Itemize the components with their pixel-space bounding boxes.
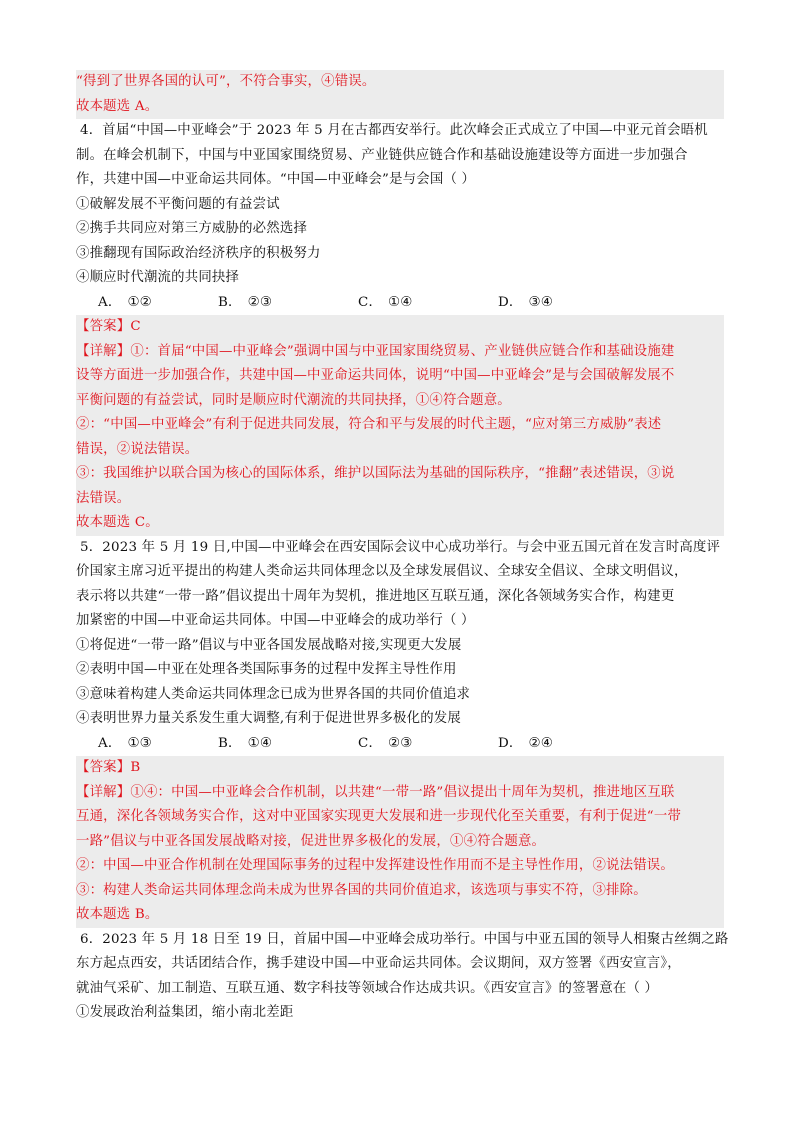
answer-value: B xyxy=(130,760,141,775)
question-6 xyxy=(76,928,729,1026)
option-d: D． ②④ xyxy=(498,735,553,751)
detail-line: ②：“中国—中亚峰会”有利于促进共同发展，符合和平与发展的时代主题，“应对第三方威胁”表述 xyxy=(76,417,662,432)
detail-line: 【详解】①④：中国—中亚峰会合作机制，以共建“一带一路”倡议提出十周年为契机，推进地区互联 xyxy=(76,784,675,800)
statement-item: ①破解发展不平衡问题的有益尝试 xyxy=(76,196,280,212)
detail-label: 【详解】 xyxy=(76,784,131,800)
answer-label: 【答案】 xyxy=(76,760,131,775)
option-b: B． ②③ xyxy=(218,294,273,310)
statement-item: ②携手共同应对第三方威胁的必然选择 xyxy=(76,221,308,236)
question-stem-line: 制。在峰会机制下，中国与中亚国家围绕贸易、产业链供应链合作和基础设施建设等方面进一步加强合 xyxy=(76,147,688,163)
document-page xyxy=(76,70,729,1026)
option-a: A． ①③ xyxy=(98,735,152,751)
question-stem-line: 6．2023 年 5 月 18 日至 19 日，首届中国—中亚峰会成功举行。中国与中亚五国的领导人相聚古丝绸之路 xyxy=(80,931,729,947)
question-stem-line: 作，共建中国—中亚命运共同体。“中国—中亚峰会”是与会国（ ） xyxy=(76,172,476,187)
statement-item: ④表明世界力量关系发生重大调整,有利于促进世界多极化的发展 xyxy=(76,711,461,726)
option-c: C． ②③ xyxy=(358,735,413,751)
detail-line: ②：中国—中亚合作机制在处理国际事务的过程中发挥建设性作用而不是主导性作用，②说法错误。 xyxy=(76,858,674,873)
option-b: B． ①④ xyxy=(218,735,273,751)
option-a: A． ①② xyxy=(98,294,152,310)
option-d: D． ③④ xyxy=(498,294,553,310)
statement-item: ③意味着构建人类命运共同体理念已成为世界各国的共同价值追求 xyxy=(76,686,471,702)
question-4 xyxy=(76,119,724,536)
detail-label: 【详解】 xyxy=(76,343,131,359)
question-stem-line: 表示将以共建“一带一路”倡议提出十周年为契机，推进地区互联互通，深化各领域务实合作，构建更 xyxy=(76,588,675,604)
statement-item: ④顺应时代潮流的共同抉择 xyxy=(76,270,240,285)
detail-line: ③：我国维护以联合国为核心的国际体系，维护以国际法为基础的国际秩序，“推翻”表述错误，③说 xyxy=(76,466,675,481)
answer-line xyxy=(76,315,724,340)
detail-line: 错误，②说法错误。 xyxy=(76,441,199,457)
statement-item: ②表明中国—中亚在处理各类国际事务的过程中发挥主导性作用 xyxy=(76,662,457,677)
question-stem-line: 价国家主席习近平提出的构建人类命运共同体理念以及全球发展倡议、全球安全倡议、全球文明倡议， xyxy=(76,564,688,579)
statement-item: ①将促进“一带一路”倡议与中亚各国发展战略对接,实现更大发展 xyxy=(76,637,462,653)
answer-value: C xyxy=(130,319,141,334)
detail-line: 互通，深化各领域务实合作，这对中亚国家实现更大发展和进一步现代化至关重要，有利于促进“一带 xyxy=(76,809,682,824)
answer-block xyxy=(76,315,724,536)
answer-label: 【答案】 xyxy=(76,319,131,334)
detail-line: 平衡问题的有益尝试，同时是顺应时代潮流的共同抉择，①④符合题意。 xyxy=(76,392,511,408)
prev-explanation-line: “得到了世界各国的认可”，不符合事实，④错误。 xyxy=(76,74,376,89)
detail-line: 设等方面进一步加强合作，共建中国—中亚命运共同体，说明“中国—中亚峰会”是与会国破解发展不 xyxy=(76,368,675,383)
prev-conclusion: 故本题选 A。 xyxy=(76,98,159,114)
option-c: C． ①④ xyxy=(358,294,413,310)
statement-item: ①发展政治利益集团，缩小南北差距 xyxy=(76,1005,294,1020)
detail-line: ③：构建人类命运共同体理念尚未成为世界各国的共同价值追求，该选项与事实不符，③排除。 xyxy=(76,882,647,898)
prev-explanation-tail xyxy=(76,70,724,119)
statement-item: ③推翻现有国际政治经济秩序的积极努力 xyxy=(76,245,321,261)
answer-line xyxy=(76,756,724,781)
question-stem-line: 5．2023 年 5 月 19 日,中国—中亚峰会在西安国际会议中心成功举行。与会中亚五国元首在发言时高度评 xyxy=(80,539,721,555)
answer-options xyxy=(76,291,724,316)
conclusion: 故本题选 B。 xyxy=(76,907,159,922)
detail-line: 法错误。 xyxy=(76,490,131,506)
question-stem-line: 加紧密的中国—中亚命运共同体。中国—中亚峰会的成功举行（ ） xyxy=(76,613,475,628)
question-stem-line: 就油气采矿、加工制造、互联互通、数字科技等领域合作达成共识。《西安宣言》的签署意在（ ） xyxy=(76,980,659,996)
detail-line: 一路”倡议与中亚各国发展战略对接，促进世界多极化的发展，①④符合题意。 xyxy=(76,833,546,849)
answer-block xyxy=(76,756,724,928)
question-5 xyxy=(76,536,724,928)
conclusion: 故本题选 C。 xyxy=(76,515,159,530)
detail-line: 【详解】①：首届“中国—中亚峰会”强调中国与中亚国家围绕贸易、产业链供应链合作和基础设施建 xyxy=(76,343,675,359)
question-stem-line: 东方起点西安，共话团结合作，携手建设中国—中亚命运共同体。会议期间，双方签署《西安宣言》， xyxy=(76,956,681,971)
answer-options xyxy=(76,732,724,757)
question-stem-line: 4．首届“中国—中亚峰会”于 2023 年 5 月在古都西安举行。此次峰会正式成立了中国—中亚元首会晤机 xyxy=(80,123,708,138)
